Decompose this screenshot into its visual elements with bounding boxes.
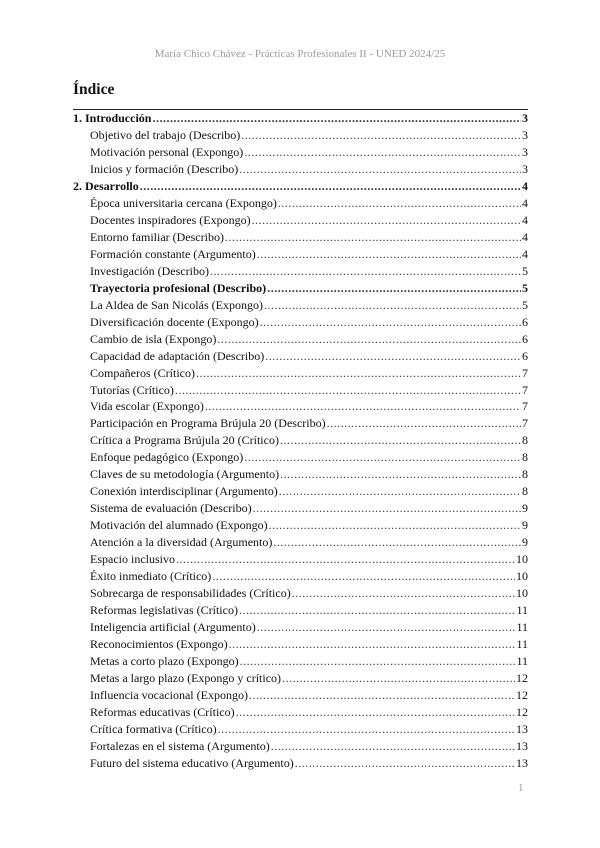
- toc-entry-page: 12: [516, 687, 528, 702]
- toc-entry[interactable]: [73, 144, 528, 161]
- toc-entry-page: 4: [522, 212, 528, 227]
- toc-entry-label: Reformas legislativas (Crítico): [90, 603, 238, 618]
- toc-entry[interactable]: [73, 229, 528, 246]
- toc-entry-label: Enfoque pedagógico (Expongo): [90, 450, 244, 465]
- toc-entry-label: Metas a corto plazo (Expongo): [90, 654, 239, 668]
- toc-entry[interactable]: [73, 348, 528, 365]
- toc-entry[interactable]: [73, 534, 528, 551]
- toc-entry[interactable]: [73, 721, 528, 738]
- toc-entry-page: 6: [522, 331, 528, 346]
- toc-entry-label: Objetivo del trabajo (Describo): [90, 127, 241, 142]
- toc-entry-page: 3: [522, 127, 528, 142]
- toc-entry-label: Formación constante (Argumento): [90, 246, 256, 261]
- toc-entry-label: Sistema de evaluación (Describo): [90, 501, 252, 516]
- toc-entry[interactable]: [73, 500, 528, 517]
- toc-dot-leader: [176, 551, 515, 568]
- toc-entry-label: Diversificación docente (Expongo): [90, 314, 259, 329]
- toc-entry[interactable]: [73, 687, 528, 704]
- toc-entry[interactable]: [73, 415, 528, 432]
- toc-entry[interactable]: [73, 585, 528, 602]
- toc-dot-leader: [280, 466, 521, 483]
- toc-entry[interactable]: [73, 568, 528, 585]
- toc-dot-leader: [271, 738, 515, 755]
- toc-entry-label: 2. Desarrollo: [73, 178, 139, 193]
- toc-entry[interactable]: [73, 280, 528, 297]
- toc-entry-label: Tutorías (Crítico): [90, 382, 174, 397]
- toc-entry-page: 13: [516, 721, 528, 736]
- toc-entry-label: Trayectoria profesional (Describo): [90, 280, 267, 295]
- toc-entry-page: 9: [522, 535, 528, 550]
- toc-entry-label: Cambio de isla (Expongo): [90, 331, 217, 346]
- toc-entry-page: 5: [522, 297, 528, 312]
- toc-entry-page: 6: [522, 314, 528, 329]
- toc-entry-page: 9: [522, 518, 528, 533]
- toc-entry[interactable]: [73, 398, 528, 415]
- toc-entry-label: Motivación personal (Expongo): [90, 144, 244, 159]
- toc-dot-leader: [240, 653, 516, 670]
- toc-dot-leader: [241, 127, 521, 144]
- toc-entry-page: 11: [516, 654, 528, 668]
- toc-entry[interactable]: [73, 704, 528, 721]
- toc-entry-page: 3: [522, 111, 528, 125]
- toc-entry-page: 11: [516, 603, 528, 618]
- toc-dot-leader: [229, 636, 516, 653]
- toc-dot-leader: [239, 602, 515, 619]
- toc-entry-label: Vida escolar (Expongo): [90, 399, 204, 414]
- toc-entry-label: Entorno familiar (Describo): [90, 229, 224, 244]
- toc-dot-leader: [205, 398, 521, 415]
- toc-dot-leader: [210, 263, 521, 280]
- toc-entry-label: Éxito inmediato (Crítico): [90, 569, 212, 584]
- toc-dot-leader: [264, 297, 521, 314]
- toc-entry-label: Sobrecarga de responsabilidades (Crítico): [90, 586, 291, 601]
- toc-dot-leader: [217, 331, 521, 348]
- toc-dot-leader: [212, 568, 515, 585]
- toc-entry-page: 3: [522, 161, 528, 176]
- toc-entry[interactable]: [73, 738, 528, 755]
- toc-entry[interactable]: [73, 110, 528, 127]
- toc-dot-leader: [327, 415, 521, 432]
- toc-entry-label: Influencia vocacional (Expongo): [90, 687, 248, 702]
- toc-entry-label: Docentes inspiradores (Expongo): [90, 212, 251, 227]
- toc-dot-leader: [196, 365, 521, 382]
- page-header: María Chico Chávez - Prácticas Profesionales II - UNED 2024/25: [154, 48, 446, 60]
- page-number: 1: [518, 782, 524, 794]
- toc-dot-leader: [260, 314, 521, 331]
- toc-entry[interactable]: [73, 297, 528, 314]
- toc-entry[interactable]: [73, 246, 528, 263]
- toc-dot-leader: [279, 483, 521, 500]
- toc-entry-page: 10: [516, 586, 528, 601]
- toc-entry-label: Reformas educativas (Crítico): [90, 704, 235, 719]
- toc-entry[interactable]: [73, 449, 528, 466]
- toc-entry-label: Participación en Programa Brújula 20 (Describo): [90, 416, 326, 431]
- toc-entry[interactable]: [73, 127, 528, 144]
- toc-entry-label: Claves de su metodología (Argumento): [90, 467, 280, 482]
- toc-entry-label: Futuro del sistema educativo (Argumento): [90, 755, 294, 770]
- toc-entry-page: 4: [522, 229, 528, 244]
- toc-entry[interactable]: [73, 636, 528, 653]
- toc-entry[interactable]: [73, 432, 528, 449]
- toc-entry-label: Crítica a Programa Brújula 20 (Crítico): [90, 433, 279, 448]
- toc-dot-leader: [295, 755, 515, 772]
- toc-entry[interactable]: [73, 314, 528, 331]
- toc-entry-page: 4: [522, 246, 528, 261]
- toc-entry-label: Reconocimientos (Expongo): [90, 637, 228, 652]
- toc-entry-page: 7: [522, 399, 528, 414]
- toc-entry-label: Época universitaria cercana (Expongo): [90, 195, 277, 210]
- toc-dot-leader: [257, 619, 516, 636]
- toc-dot-leader: [269, 517, 521, 534]
- toc-dot-leader: [244, 449, 521, 466]
- toc-entry-page: 12: [516, 704, 528, 719]
- toc-entry-label: Inteligencia artificial (Argumento): [90, 620, 256, 635]
- toc-dot-leader: [175, 382, 521, 399]
- toc-entry-page: 10: [516, 552, 528, 567]
- toc-dot-leader: [140, 178, 521, 195]
- toc-entry-page: 4: [522, 178, 528, 193]
- toc-dot-leader: [278, 195, 521, 212]
- toc-entry-page: 13: [516, 755, 528, 770]
- toc-entry-page: 10: [516, 569, 528, 584]
- toc-dot-leader: [218, 721, 515, 738]
- toc-entry-label: La Aldea de San Nicolás (Expongo): [90, 297, 263, 312]
- toc-dot-leader: [273, 534, 521, 551]
- toc-entry[interactable]: [73, 755, 528, 772]
- toc-dot-leader: [265, 348, 521, 365]
- toc-entry[interactable]: [73, 619, 528, 636]
- toc-entry-label: Inicios y formación (Describo): [90, 161, 239, 176]
- toc-entry[interactable]: [73, 331, 528, 348]
- toc-dot-leader: [239, 161, 521, 178]
- toc-entry-page: 12: [516, 670, 528, 685]
- toc-entry-page: 13: [516, 738, 528, 753]
- toc-entry[interactable]: [73, 365, 528, 382]
- toc-entry-label: Investigación (Describo): [90, 263, 209, 278]
- toc-dot-leader: [236, 704, 515, 721]
- toc-dot-leader: [252, 212, 521, 229]
- toc-entry-page: 5: [522, 263, 528, 278]
- toc-entry-label: 1. Introducción: [73, 111, 152, 125]
- toc-entry-page: 11: [516, 637, 528, 652]
- toc-entry-label: Crítica formativa (Crítico): [90, 721, 217, 736]
- toc-dot-leader: [244, 144, 521, 161]
- toc-entry-label: Compañeros (Crítico): [90, 365, 195, 380]
- toc-entry[interactable]: [73, 602, 528, 619]
- toc-entry-label: Espacio inclusivo: [90, 552, 175, 567]
- toc-dot-leader: [282, 670, 515, 687]
- toc-entry-label: Motivación del alumnado (Expongo): [90, 518, 268, 533]
- toc-entry-page: 4: [522, 195, 528, 210]
- toc-dot-leader: [249, 687, 515, 704]
- toc-dot-leader: [267, 280, 521, 297]
- toc-dot-leader: [253, 500, 521, 517]
- toc-entry-page: 7: [522, 382, 528, 397]
- toc-dot-leader: [280, 432, 521, 449]
- toc-entry[interactable]: [73, 263, 528, 280]
- toc-entry-page: 8: [522, 450, 528, 465]
- toc-dot-leader: [225, 229, 521, 246]
- toc-entry[interactable]: [73, 466, 528, 483]
- table-of-contents: [73, 109, 528, 772]
- toc-entry[interactable]: [73, 653, 528, 670]
- toc-entry-page: 7: [522, 416, 528, 431]
- toc-entry[interactable]: [73, 178, 528, 195]
- toc-entry-page: 11: [516, 620, 528, 635]
- toc-entry-label: Capacidad de adaptación (Describo): [90, 348, 265, 363]
- toc-entry-label: Atención a la diversidad (Argumento): [90, 535, 273, 550]
- toc-entry[interactable]: [73, 195, 528, 212]
- toc-entry-page: 8: [522, 433, 528, 448]
- toc-entry-page: 8: [522, 467, 528, 482]
- toc-dot-leader: [152, 110, 521, 127]
- toc-entry-page: 9: [522, 501, 528, 516]
- toc-entry-page: 8: [522, 484, 528, 499]
- toc-entry[interactable]: [73, 517, 528, 534]
- toc-entry[interactable]: [73, 483, 528, 500]
- toc-entry-label: Fortalezas en el sistema (Argumento): [90, 738, 270, 753]
- toc-dot-leader: [292, 585, 515, 602]
- toc-dot-leader: [257, 246, 521, 263]
- toc-entry[interactable]: [73, 212, 528, 229]
- toc-entry-page: 3: [522, 144, 528, 159]
- toc-entry-page: 5: [522, 280, 528, 295]
- toc-entry[interactable]: [73, 161, 528, 178]
- toc-entry-label: Metas a largo plazo (Expongo y crítico): [90, 670, 282, 685]
- toc-entry-page: 6: [522, 348, 528, 363]
- page-title: Índice: [73, 81, 115, 98]
- toc-entry[interactable]: [73, 670, 528, 687]
- toc-entry-label: Conexión interdisciplinar (Argumento): [90, 484, 278, 499]
- toc-entry-page: 7: [522, 365, 528, 380]
- toc-entry[interactable]: [73, 382, 528, 399]
- toc-entry[interactable]: [73, 551, 528, 568]
